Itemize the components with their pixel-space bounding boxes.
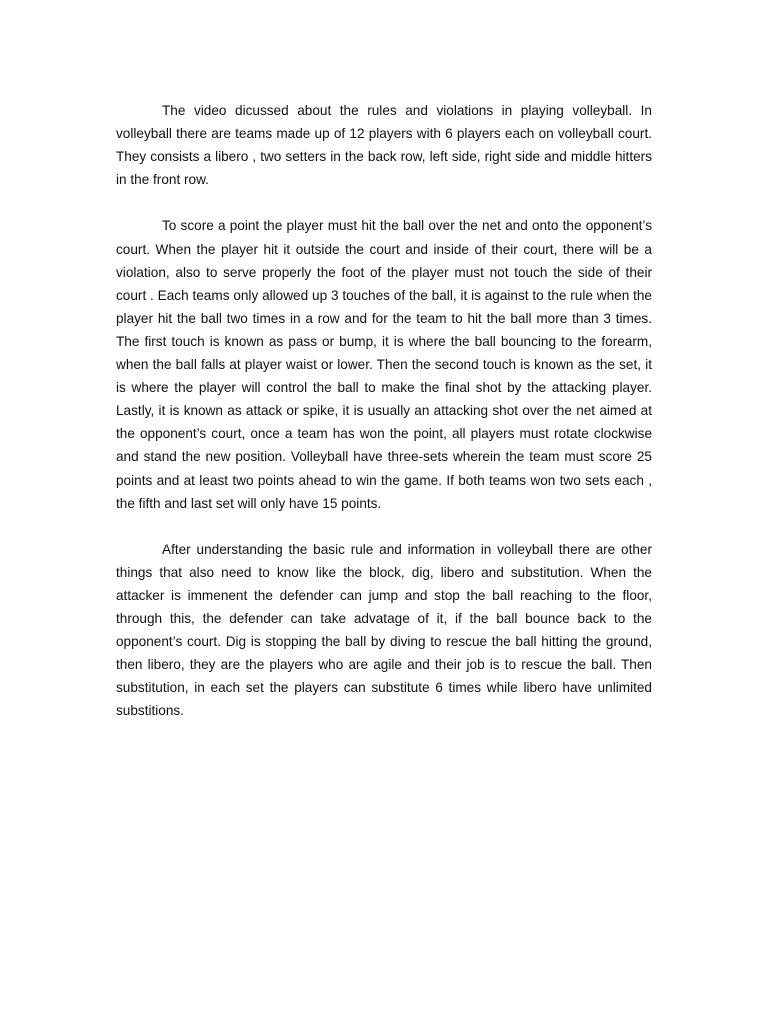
- document-body: [116, 99, 652, 746]
- paragraph-1: The video dicussed about the rules and violations in playing volleyball. In volleyball there are teams made up of 12 players with 6 players each on volleyball court. They consists a libero , two setters in the back row, left side, right side and middle hitters in the front row.: [116, 103, 652, 188]
- paragraph-3: After understanding the basic rule and information in volleyball there are other things that also need to know like the block, dig, libero and substitution. When the attacker is immenent the defender can jump and stop the ball reaching to the floor, through this, the defender can take advatage of it, if the ball bounce back to the opponent’s court. Dig is stopping the ball by diving to rescue the ball hitting the ground, then libero, they are the players who are agile and their job is to rescue the ball. Then substitution, in each set the players can substitute 6 times while libero have unlimited substitions.: [116, 541, 652, 719]
- paragraph-2: To score a point the player must hit the ball over the net and onto the opponent’s court. When the player hit it outside the court and inside of their court, there will be a violation, also to serve properly the foot of the player must not touch the side of their court . Each teams only allowed up 3 touches of the ball, it is against to the rule when the player hit the ball two times in a row and for the team to hit the ball more than 3 times. The first touch is known as pass or bump, it is where the ball bouncing to the forearm, when the ball falls at player waist or lower. Then the second touch is known as the set, it is where the player will control the ball to make the final shot by the attacking player. Lastly, it is known as attack or spike, it is usually an attacking shot over the net aimed at the opponent’s court, once a team has won the point, all players must rotate clockwise and stand the new position. Volleyball have three-sets wherein the team must score 25 points and at least two points ahead to win the game. If both teams won two sets each , the fifth and last set will only have 15 points.: [116, 218, 652, 511]
